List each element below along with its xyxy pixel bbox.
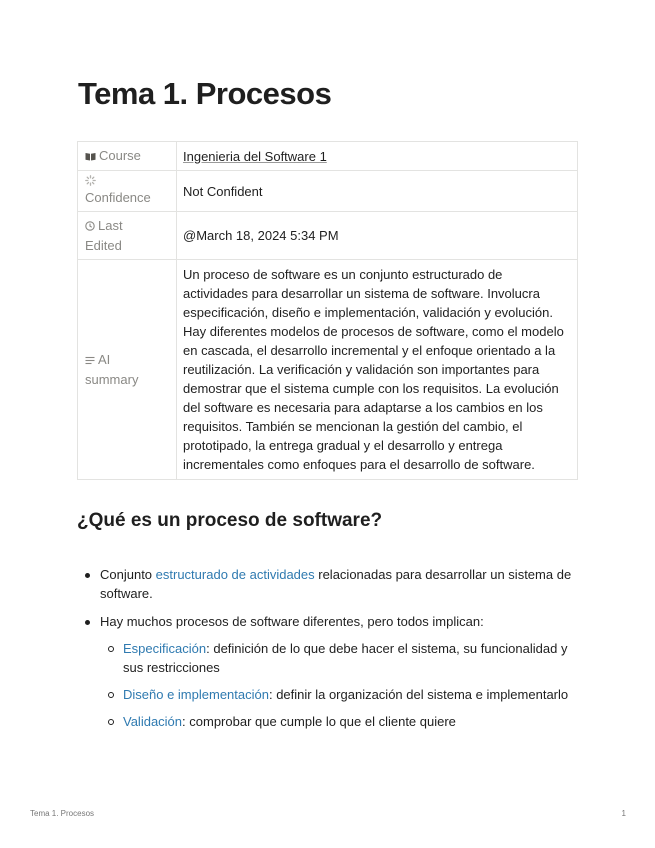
course-link[interactable]: Ingenieria del Software 1 [183,148,327,164]
sub-list-item [100,685,587,704]
property-value-last-edited: @March 18, 2024 5:34 PM [177,212,578,260]
bullet-text: Hay muchos procesos de software diferentes, pero todos implican: [100,614,484,629]
highlight-text: Especificación [123,641,207,656]
property-label-last-edited-2: Edited [85,238,122,253]
highlight-text: estructurado de actividades [155,567,315,582]
footer-title: Tema 1. Procesos [30,809,95,818]
text-lines-icon [85,351,95,370]
sub-item-text: : comprobar que cumple lo que el cliente quiere [182,714,456,729]
property-key-last-edited [78,212,177,260]
list-item [77,565,587,603]
property-row-last-edited [78,212,578,260]
bullet-text-prefix: Conjunto [100,567,156,582]
property-label-confidence: Confidence [85,190,151,205]
property-row-confidence [78,171,578,212]
sub-item-text: : definición de lo que debe hacer el sistema, su funcionalidad y sus restricciones [123,641,568,675]
property-key-confidence [78,171,177,212]
property-value-confidence[interactable]: Not Confident [177,171,578,212]
book-icon [85,147,96,166]
page-number: 1 [621,809,626,818]
page-title: Tema 1. Procesos [78,76,332,111]
bullet-text-suffix: relacionadas para desarrollar un sistema de software. [100,567,572,601]
section-heading: ¿Qué es un proceso de software? [77,510,383,531]
property-key-course [78,142,177,171]
properties-table [77,141,578,480]
highlight-text: Diseño e implementación [123,687,269,702]
property-row-course [78,142,578,171]
sub-list [100,639,587,731]
property-value-ai-summary: Un proceso de software es un conjunto estructurado de actividades para desarrollar un sistema de software. Involucra especificación, diseño e implementación, validación y evolución. Hay diferentes modelos de procesos de software, como el modelo en cascada, el desarrollo incremental y el enfoque orientado a la reutilización. La verificación y validación son importantes para demostrar que el sistema cumple con los requisitos. La evolución del software es necesaria para adaptarse a los cambios en los requisitos. También se mencionan la gestión del cambio, el prototipado, la entrega gradual y el desarrollo y entrega incrementales como enfoques para el desarrollo de software. [177,260,578,480]
list-item [77,612,587,731]
property-key-ai-summary [78,260,177,480]
clock-icon [85,217,95,236]
sub-item-text: : definir la organización del sistema e implementarlo [268,687,569,702]
property-label-ai-summary-2: summary [85,372,139,387]
property-label-course: Course [99,148,141,163]
status-loading-icon [85,175,96,188]
sub-list-item [100,712,587,731]
property-row-ai-summary [78,260,578,480]
bullet-list [77,565,587,740]
property-label-ai-summary-1: AI [98,352,111,367]
highlight-text: Validación [123,714,183,729]
sub-list-item [100,639,587,677]
property-value-course[interactable] [177,142,578,171]
property-label-last-edited-1: Last [98,218,123,233]
